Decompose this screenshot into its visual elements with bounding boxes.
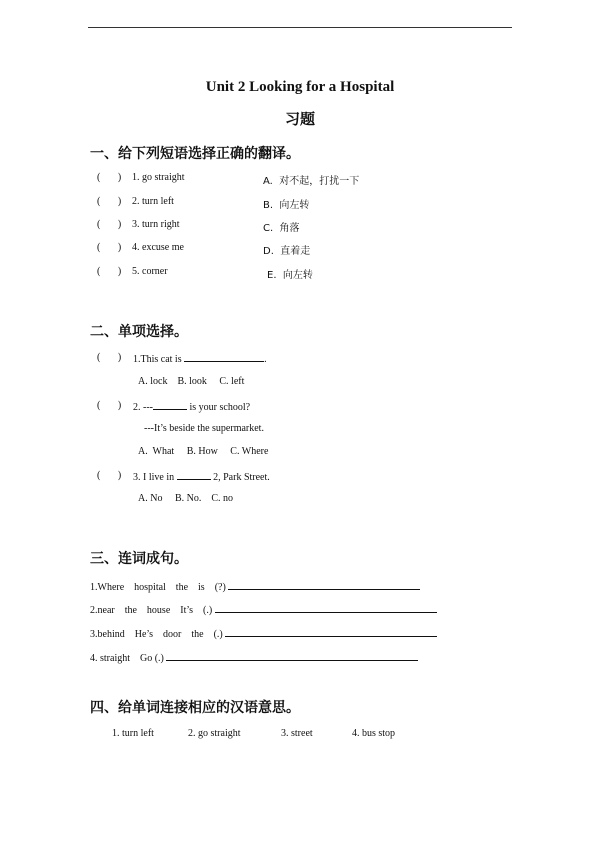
s1-item-3-paren: ( )	[97, 219, 122, 230]
page-subtitle: 习题	[284, 110, 315, 128]
section-4-heading: 四、给单词连接相应的汉语意思。	[90, 700, 300, 716]
s1-option-c: C. 角落	[263, 223, 300, 234]
s3-item-2-text: 2.near the house It’s (.)	[90, 605, 213, 616]
s3-item-1	[90, 580, 420, 593]
s2-q1-paren: ( )	[97, 352, 122, 363]
s2-q2-blank[interactable]	[153, 400, 187, 410]
top-rule	[88, 27, 512, 28]
section-2-heading: 二、单项选择。	[90, 324, 188, 340]
s1-item-3-text: 3. turn right	[132, 219, 180, 230]
s2-q1-text: 1.This cat is	[133, 354, 182, 365]
s1-item-1-text: 1. go straight	[132, 172, 185, 183]
s2-q1-end: .	[264, 354, 267, 365]
s1-option-a: A. 对不起，打扰一下	[263, 176, 360, 187]
s1-item-5-paren: ( )	[97, 266, 122, 277]
s1-option-d: D. 直着走	[263, 246, 311, 257]
s2-q3-options: A. No B. No. C. no	[138, 493, 234, 504]
s3-item-3	[90, 627, 437, 640]
s1-item-4-paren: ( )	[97, 242, 122, 253]
section-3-heading: 三、连词成句。	[90, 551, 188, 567]
section-1-heading: 一、给下列短语选择正确的翻译。	[90, 146, 300, 162]
s2-q2-text: 2. ---	[133, 402, 153, 413]
s4-word-2: 2. go straight	[188, 728, 241, 739]
s2-q3	[133, 470, 270, 483]
s3-item-4-text: 4. straight Go (.)	[90, 653, 164, 664]
s4-word-1: 1. turn left	[112, 728, 154, 739]
s4-word-3: 3. street	[281, 728, 313, 739]
page-title: Unit 2 Looking for a Hospital	[205, 79, 395, 95]
s1-item-1-paren: ( )	[97, 172, 122, 183]
s2-q3-blank[interactable]	[177, 470, 211, 480]
s3-item-1-answer-line[interactable]	[228, 580, 420, 590]
s2-q2	[133, 400, 250, 413]
s2-q3-paren: ( )	[97, 470, 122, 481]
s2-q3-text: 3. I live in	[133, 472, 175, 483]
s2-q2-paren: ( )	[97, 400, 122, 411]
s2-q2-reply: ---It’s beside the supermarket.	[144, 423, 264, 434]
s2-q3-end: 2, Park Street.	[213, 472, 270, 483]
s3-item-3-text: 3.behind He’s door the (.)	[90, 629, 223, 640]
s1-item-5-text: 5. corner	[132, 266, 168, 277]
s3-item-3-answer-line[interactable]	[225, 627, 437, 637]
s1-item-4-text: 4. excuse me	[132, 242, 184, 253]
s1-item-2-paren: ( )	[97, 196, 122, 207]
s3-item-4-answer-line[interactable]	[166, 651, 418, 661]
s2-q2-options: A. What B. How C. Where	[138, 446, 269, 457]
s2-q1-options: A. lock B. look C. left	[138, 376, 245, 387]
s1-option-e: E. 向左转	[267, 270, 313, 281]
s4-word-4: 4. bus stop	[352, 728, 396, 739]
s1-item-2-text: 2. turn left	[132, 196, 174, 207]
s3-item-2	[90, 603, 437, 616]
s3-item-2-answer-line[interactable]	[215, 603, 437, 613]
s3-item-4	[90, 651, 418, 664]
s3-item-1-text: 1.Where hospital the is (?)	[90, 582, 226, 593]
s2-q1-blank[interactable]	[184, 352, 264, 362]
s2-q1	[133, 352, 267, 365]
s1-option-b: B. 向左转	[263, 200, 310, 211]
s2-q2-middle: is your school?	[189, 402, 251, 413]
